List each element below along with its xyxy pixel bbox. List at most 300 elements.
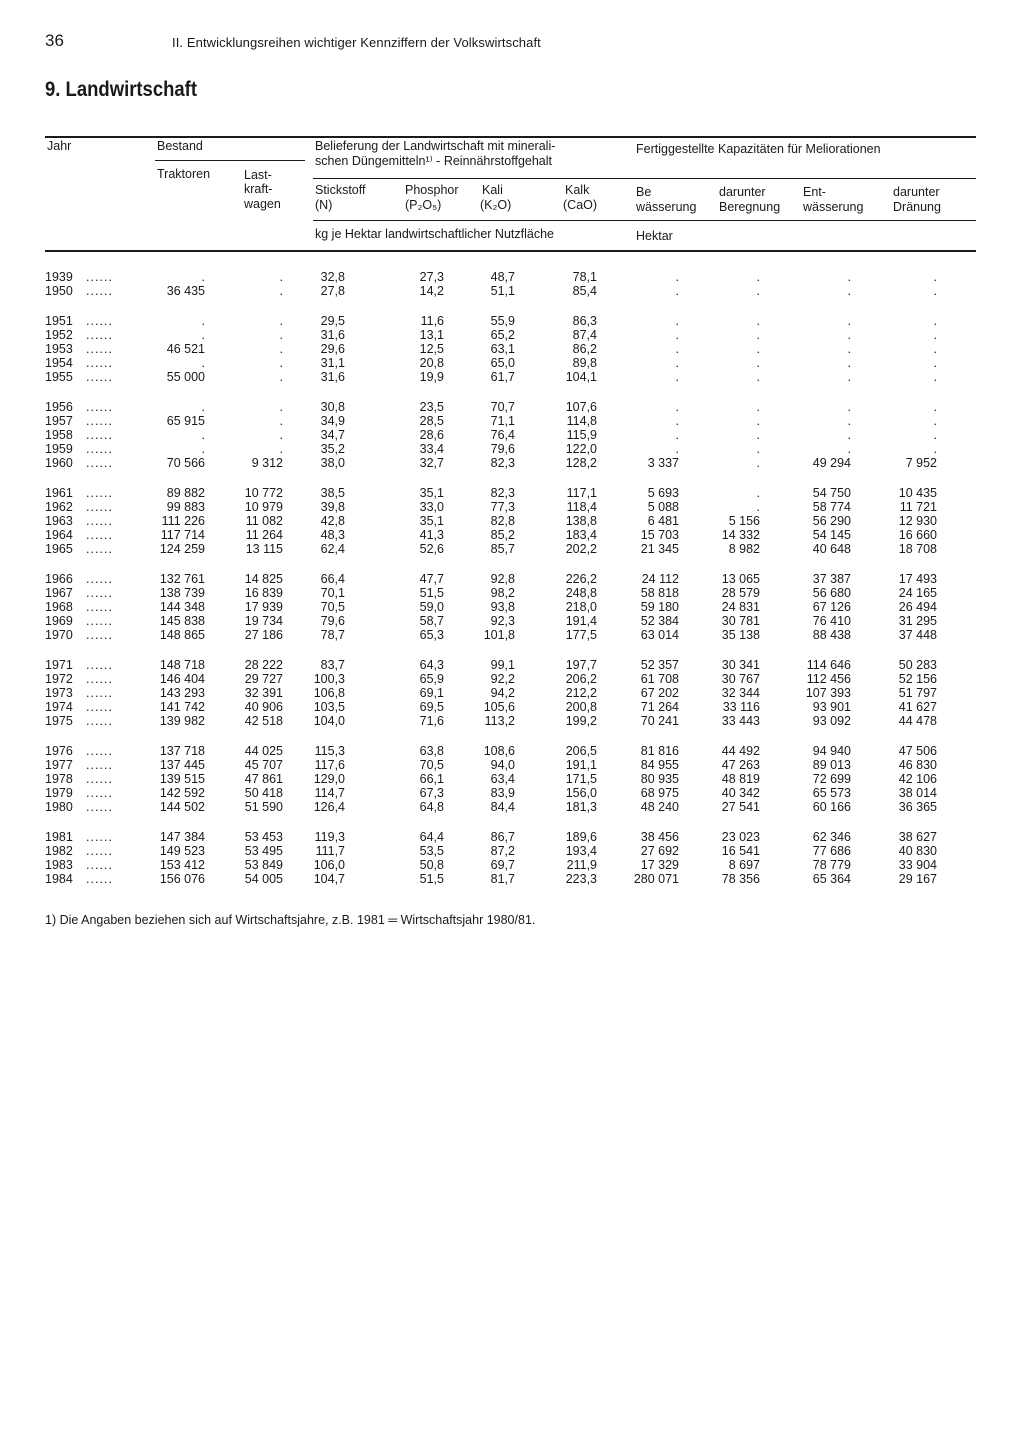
table-row <box>0 500 1024 515</box>
cell-stickstoff: 104,0 <box>313 714 345 728</box>
cell-year: 1955 <box>45 370 73 384</box>
cell-bewaesserung: 80 935 <box>640 772 679 786</box>
cell-traktoren: 142 592 <box>159 786 205 800</box>
header-unit-hektar: Hektar <box>636 229 673 243</box>
cell-draenung: . <box>933 370 937 384</box>
cell-year: 1951 <box>45 314 73 328</box>
cell-bewaesserung: 58 818 <box>640 586 679 600</box>
cell-kalk: 122,0 <box>565 442 597 456</box>
cell-draenung: 33 904 <box>898 858 937 872</box>
cell-kali: 51,1 <box>490 284 515 298</box>
cell-kali: 108,6 <box>483 744 515 758</box>
leader-dots: ...... <box>86 572 113 586</box>
leader-dots: ...... <box>86 542 113 556</box>
cell-phosphor: 41,3 <box>419 528 444 542</box>
cell-kali: 98,2 <box>490 586 515 600</box>
cell-entwaesserung: 56 290 <box>812 514 851 528</box>
cell-kalk: 200,8 <box>565 700 597 714</box>
cell-year: 1957 <box>45 414 73 428</box>
cell-phosphor: 64,4 <box>419 830 444 844</box>
cell-beregnung: . <box>756 500 760 514</box>
cell-phosphor: 27,3 <box>419 270 444 284</box>
cell-entwaesserung: 77 686 <box>812 844 851 858</box>
cell-entwaesserung: . <box>847 270 851 284</box>
cell-traktoren: 137 718 <box>159 744 205 758</box>
table-row <box>0 342 1024 357</box>
cell-phosphor: 51,5 <box>419 586 444 600</box>
cell-kalk: 191,4 <box>565 614 597 628</box>
table-row <box>0 758 1024 773</box>
cell-kalk: 197,7 <box>565 658 597 672</box>
cell-beregnung: 16 541 <box>721 844 760 858</box>
cell-kalk: 193,4 <box>565 844 597 858</box>
cell-traktoren: 141 742 <box>159 700 205 714</box>
cell-lastkraftwagen: 42 518 <box>244 714 283 728</box>
cell-traktoren: 149 523 <box>159 844 205 858</box>
cell-bewaesserung: 59 180 <box>640 600 679 614</box>
header-bestand: Bestand <box>157 139 203 153</box>
cell-kalk: 78,1 <box>572 270 597 284</box>
cell-traktoren: 65 915 <box>166 414 205 428</box>
cell-bewaesserung: . <box>675 314 679 328</box>
cell-traktoren: 148 718 <box>159 658 205 672</box>
leader-dots: ...... <box>86 658 113 672</box>
cell-phosphor: 71,6 <box>419 714 444 728</box>
cell-draenung: 41 627 <box>898 700 937 714</box>
cell-draenung: 17 493 <box>898 572 937 586</box>
cell-draenung: . <box>933 400 937 414</box>
cell-phosphor: 32,7 <box>419 456 444 470</box>
cell-draenung: 29 167 <box>898 872 937 886</box>
cell-beregnung: . <box>756 456 760 470</box>
cell-stickstoff: 111,7 <box>315 844 345 858</box>
cell-stickstoff: 103,5 <box>313 700 345 714</box>
cell-kali: 83,9 <box>490 786 515 800</box>
cell-kali: 79,6 <box>490 442 515 456</box>
cell-draenung: . <box>933 328 937 342</box>
cell-year: 1966 <box>45 572 73 586</box>
header-kali-unit: (K₂O) <box>480 198 512 212</box>
cell-entwaesserung: 114 646 <box>806 658 851 672</box>
cell-year: 1974 <box>45 700 73 714</box>
cell-draenung: 24 165 <box>898 586 937 600</box>
cell-lastkraftwagen: . <box>279 314 283 328</box>
cell-bewaesserung: 280 071 <box>633 872 679 886</box>
cell-kalk: 226,2 <box>565 572 597 586</box>
cell-kali: 92,8 <box>490 572 515 586</box>
cell-stickstoff: 27,8 <box>320 284 345 298</box>
cell-year: 1953 <box>45 342 73 356</box>
cell-lastkraftwagen: 27 186 <box>244 628 283 642</box>
cell-bewaesserung: 70 241 <box>640 714 679 728</box>
cell-draenung: 7 952 <box>905 456 937 470</box>
cell-kali: 92,3 <box>490 614 515 628</box>
header-stickstoff-unit: (N) <box>315 198 333 212</box>
cell-kali: 82,3 <box>490 486 515 500</box>
cell-kalk: 218,0 <box>565 600 597 614</box>
cell-bewaesserung: 5 088 <box>647 500 679 514</box>
cell-bewaesserung: . <box>675 356 679 370</box>
cell-bewaesserung: . <box>675 370 679 384</box>
cell-beregnung: 30 767 <box>721 672 760 686</box>
table-row <box>0 356 1024 371</box>
cell-entwaesserung: 89 013 <box>812 758 851 772</box>
cell-stickstoff: 117,6 <box>314 758 345 772</box>
cell-phosphor: 13,1 <box>419 328 444 342</box>
cell-draenung: . <box>933 284 937 298</box>
header-beregnung-2: Beregnung <box>719 200 781 214</box>
cell-lastkraftwagen: 11 082 <box>245 514 283 528</box>
cell-traktoren: 111 226 <box>161 514 205 528</box>
cell-beregnung: 30 341 <box>721 658 760 672</box>
cell-bewaesserung: 81 816 <box>640 744 679 758</box>
cell-draenung: . <box>933 342 937 356</box>
cell-phosphor: 12,5 <box>419 342 444 356</box>
table-row <box>0 786 1024 801</box>
cell-bewaesserung: . <box>675 442 679 456</box>
leader-dots: ...... <box>86 772 113 786</box>
page-number: 36 <box>45 31 64 50</box>
cell-stickstoff: 48,3 <box>320 528 345 542</box>
cell-kalk: 86,2 <box>572 342 597 356</box>
table-row <box>0 628 1024 643</box>
cell-entwaesserung: 58 774 <box>812 500 851 514</box>
cell-kali: 55,9 <box>490 314 515 328</box>
cell-phosphor: 50,8 <box>419 858 444 872</box>
cell-kali: 94,0 <box>490 758 515 772</box>
leader-dots: ...... <box>86 370 113 384</box>
cell-lastkraftwagen: 29 727 <box>244 672 283 686</box>
cell-lastkraftwagen: 19 734 <box>244 614 283 628</box>
table-row <box>0 514 1024 529</box>
header-lkw-line3: wagen <box>244 197 281 211</box>
cell-draenung: 11 721 <box>899 500 937 514</box>
table-row <box>0 486 1024 501</box>
cell-lastkraftwagen: 16 839 <box>244 586 283 600</box>
cell-traktoren: . <box>201 442 205 456</box>
cell-traktoren: 145 838 <box>159 614 205 628</box>
cell-bewaesserung: 63 014 <box>640 628 679 642</box>
cell-traktoren: . <box>201 356 205 370</box>
cell-year: 1962 <box>45 500 73 514</box>
header-traktoren: Traktoren <box>157 167 211 181</box>
header-phosphor-unit: (P₂O₅) <box>405 198 442 212</box>
cell-draenung: . <box>933 314 937 328</box>
bestand-rule <box>155 160 305 161</box>
cell-beregnung: . <box>756 370 760 384</box>
cell-kali: 101,8 <box>483 628 515 642</box>
cell-entwaesserung: 65 573 <box>812 786 851 800</box>
cell-lastkraftwagen: 44 025 <box>244 744 283 758</box>
cell-bewaesserung: . <box>675 428 679 442</box>
header-phosphor: Phosphor <box>405 183 459 197</box>
cell-kali: 92,2 <box>490 672 515 686</box>
cell-bewaesserung: 48 240 <box>640 800 679 814</box>
leader-dots: ...... <box>86 844 113 858</box>
leader-dots: ...... <box>86 428 113 442</box>
cell-bewaesserung: . <box>675 400 679 414</box>
cell-stickstoff: 62,4 <box>320 542 345 556</box>
cell-lastkraftwagen: 53 495 <box>244 844 283 858</box>
cell-bewaesserung: 6 481 <box>647 514 679 528</box>
cell-entwaesserung: 94 940 <box>812 744 851 758</box>
cell-lastkraftwagen: . <box>279 342 283 356</box>
cell-phosphor: 53,5 <box>419 844 444 858</box>
cell-stickstoff: 38,5 <box>320 486 345 500</box>
cell-traktoren: 144 348 <box>159 600 205 614</box>
cell-traktoren: 147 384 <box>159 830 205 844</box>
table-row <box>0 456 1024 471</box>
cell-beregnung: . <box>756 400 760 414</box>
cell-kalk: 206,2 <box>565 672 597 686</box>
leader-dots: ...... <box>86 830 113 844</box>
cell-bewaesserung: 52 384 <box>640 614 679 628</box>
cell-stickstoff: 42,8 <box>320 514 345 528</box>
cell-stickstoff: 126,4 <box>313 800 345 814</box>
cell-stickstoff: 34,7 <box>320 428 345 442</box>
cell-lastkraftwagen: 53 453 <box>244 830 283 844</box>
cell-year: 1952 <box>45 328 73 342</box>
cell-traktoren: 46 521 <box>166 342 205 356</box>
cell-year: 1967 <box>45 586 73 600</box>
cell-year: 1976 <box>45 744 73 758</box>
cell-phosphor: 35,1 <box>419 514 444 528</box>
cell-beregnung: . <box>756 442 760 456</box>
cell-phosphor: 59,0 <box>419 600 444 614</box>
footnote: 1) Die Angaben beziehen sich auf Wirtschaftsjahre, z.B. 1981 ═ Wirtschaftsjahr 1980/81. <box>45 913 536 927</box>
cell-traktoren: 89 882 <box>166 486 205 500</box>
cell-kalk: 138,8 <box>565 514 597 528</box>
cell-beregnung: 27 541 <box>721 800 760 814</box>
cell-entwaesserung: . <box>847 442 851 456</box>
cell-lastkraftwagen: 10 772 <box>244 486 283 500</box>
header-entwaesserung: Ent- <box>803 185 826 199</box>
leader-dots: ...... <box>86 686 113 700</box>
cell-traktoren: 144 502 <box>159 800 205 814</box>
cell-year: 1982 <box>45 844 73 858</box>
cell-kalk: 189,6 <box>565 830 597 844</box>
cell-beregnung: 30 781 <box>721 614 760 628</box>
leader-dots: ...... <box>86 528 113 542</box>
cell-bewaesserung: 5 693 <box>647 486 679 500</box>
cell-phosphor: 11,6 <box>420 314 444 328</box>
cell-phosphor: 28,6 <box>419 428 444 442</box>
table-row <box>0 700 1024 715</box>
cell-draenung: 51 797 <box>898 686 937 700</box>
cell-entwaesserung: 49 294 <box>812 456 851 470</box>
cell-stickstoff: 83,7 <box>320 658 345 672</box>
leader-dots: ...... <box>86 858 113 872</box>
cell-entwaesserung: 65 364 <box>812 872 851 886</box>
cell-year: 1968 <box>45 600 73 614</box>
cell-kalk: 177,5 <box>565 628 597 642</box>
cell-draenung: 44 478 <box>898 714 937 728</box>
header-entwaesserung-2: wässerung <box>803 200 864 214</box>
header-draenung-2: Dränung <box>893 200 941 214</box>
cell-beregnung: . <box>756 356 760 370</box>
leader-dots: ...... <box>86 400 113 414</box>
cell-kali: 76,4 <box>490 428 515 442</box>
cell-entwaesserung: 93 901 <box>812 700 851 714</box>
cell-stickstoff: 31,1 <box>320 356 345 370</box>
cell-stickstoff: 106,8 <box>313 686 345 700</box>
table-row <box>0 658 1024 673</box>
header-bottom-rule <box>45 250 976 252</box>
cell-phosphor: 52,6 <box>419 542 444 556</box>
cell-beregnung: 44 492 <box>721 744 760 758</box>
cell-traktoren: . <box>201 328 205 342</box>
cell-stickstoff: 38,0 <box>320 456 345 470</box>
cell-kalk: 191,1 <box>565 758 597 772</box>
cell-beregnung: 13 065 <box>721 572 760 586</box>
cell-lastkraftwagen: 32 391 <box>244 686 283 700</box>
cell-draenung: 42 106 <box>898 772 937 786</box>
table-row <box>0 686 1024 701</box>
header-bewaesserung: Be <box>636 185 652 199</box>
cell-stickstoff: 31,6 <box>320 370 345 384</box>
cell-entwaesserung: 62 346 <box>812 830 851 844</box>
cell-entwaesserung: 67 126 <box>812 600 851 614</box>
cell-beregnung: . <box>756 270 760 284</box>
cell-traktoren: . <box>201 400 205 414</box>
table-row <box>0 614 1024 629</box>
cell-kali: 71,1 <box>490 414 515 428</box>
cell-draenung: . <box>933 428 937 442</box>
cell-entwaesserung: . <box>847 370 851 384</box>
cell-beregnung: . <box>756 284 760 298</box>
cell-beregnung: 33 116 <box>722 700 760 714</box>
cell-bewaesserung: 52 357 <box>640 658 679 672</box>
cell-phosphor: 20,8 <box>419 356 444 370</box>
table-row <box>0 714 1024 729</box>
table-row <box>0 270 1024 285</box>
table-row <box>0 572 1024 587</box>
leader-dots: ...... <box>86 356 113 370</box>
cell-entwaesserung: . <box>847 314 851 328</box>
cell-stickstoff: 78,7 <box>320 628 345 642</box>
cell-kali: 65,2 <box>490 328 515 342</box>
cell-lastkraftwagen: . <box>279 328 283 342</box>
cell-kalk: 87,4 <box>572 328 597 342</box>
header-belieferung-line2: schen Düngemitteln¹⁾ - Reinnährstoffgehalt <box>315 154 552 168</box>
cell-kalk: 156,0 <box>565 786 597 800</box>
cell-draenung: 40 830 <box>898 844 937 858</box>
cell-traktoren: 55 000 <box>166 370 205 384</box>
cell-lastkraftwagen: 40 906 <box>244 700 283 714</box>
cell-entwaesserung: . <box>847 284 851 298</box>
running-header: II. Entwicklungsreihen wichtiger Kennziffern der Volkswirtschaft <box>172 35 541 50</box>
cell-draenung: 37 448 <box>898 628 937 642</box>
cell-kali: 94,2 <box>490 686 515 700</box>
cell-traktoren: 99 883 <box>166 500 205 514</box>
cell-kali: 63,1 <box>490 342 515 356</box>
cell-kali: 63,4 <box>490 772 515 786</box>
cell-beregnung: 5 156 <box>728 514 760 528</box>
cell-year: 1960 <box>45 456 73 470</box>
cell-lastkraftwagen: 54 005 <box>244 872 283 886</box>
cell-beregnung: . <box>756 314 760 328</box>
cell-kalk: 211,9 <box>566 858 597 872</box>
leader-dots: ...... <box>86 786 113 800</box>
cell-kalk: 171,5 <box>565 772 597 786</box>
cell-lastkraftwagen: . <box>279 370 283 384</box>
cell-lastkraftwagen: . <box>279 414 283 428</box>
cell-year: 1975 <box>45 714 73 728</box>
table-row <box>0 428 1024 443</box>
leader-dots: ...... <box>86 342 113 356</box>
cell-kalk: 104,1 <box>565 370 597 384</box>
cell-stickstoff: 106,0 <box>313 858 345 872</box>
cell-draenung: 46 830 <box>898 758 937 772</box>
table-row <box>0 800 1024 815</box>
cell-lastkraftwagen: 50 418 <box>244 786 283 800</box>
cell-kalk: 117,1 <box>566 486 597 500</box>
cell-stickstoff: 119,3 <box>314 830 345 844</box>
cell-bewaesserung: 38 456 <box>640 830 679 844</box>
cell-kalk: 86,3 <box>572 314 597 328</box>
cell-phosphor: 33,4 <box>419 442 444 456</box>
cell-entwaesserung: . <box>847 400 851 414</box>
cell-beregnung: 32 344 <box>721 686 760 700</box>
cell-kalk: 85,4 <box>572 284 597 298</box>
leader-dots: ...... <box>86 872 113 886</box>
cell-year: 1984 <box>45 872 73 886</box>
cell-year: 1958 <box>45 428 73 442</box>
cell-traktoren: 156 076 <box>159 872 205 886</box>
cell-traktoren: 132 761 <box>159 572 205 586</box>
leader-dots: ...... <box>86 600 113 614</box>
header-beregnung: darunter <box>719 185 766 199</box>
table-row <box>0 672 1024 687</box>
cell-kalk: 183,4 <box>565 528 597 542</box>
cell-stickstoff: 31,6 <box>320 328 345 342</box>
cell-traktoren: 139 982 <box>159 714 205 728</box>
cell-entwaesserung: 107 393 <box>805 686 851 700</box>
cell-kalk: 206,5 <box>565 744 597 758</box>
cell-kalk: 115,9 <box>566 428 597 442</box>
cell-bewaesserung: 84 955 <box>640 758 679 772</box>
cell-year: 1954 <box>45 356 73 370</box>
cell-beregnung: . <box>756 486 760 500</box>
header-jahr: Jahr <box>47 139 72 153</box>
cell-phosphor: 65,9 <box>419 672 444 686</box>
cell-lastkraftwagen: . <box>279 356 283 370</box>
cell-beregnung: 47 263 <box>721 758 760 772</box>
cell-traktoren: 117 714 <box>160 528 205 542</box>
header-stickstoff: Stickstoff <box>315 183 366 197</box>
leader-dots: ...... <box>86 328 113 342</box>
cell-beregnung: 40 342 <box>721 786 760 800</box>
cell-phosphor: 69,5 <box>419 700 444 714</box>
cell-bewaesserung: 17 329 <box>640 858 679 872</box>
cell-draenung: 10 435 <box>898 486 937 500</box>
cell-draenung: . <box>933 356 937 370</box>
cell-lastkraftwagen: 53 849 <box>244 858 283 872</box>
cell-beregnung: 28 579 <box>721 586 760 600</box>
cell-draenung: 18 708 <box>898 542 937 556</box>
leader-dots: ...... <box>86 314 113 328</box>
cell-lastkraftwagen: 45 707 <box>244 758 283 772</box>
cell-year: 1972 <box>45 672 73 686</box>
leader-dots: ...... <box>86 486 113 500</box>
cell-phosphor: 69,1 <box>419 686 444 700</box>
cell-beregnung: . <box>756 428 760 442</box>
cell-bewaesserung: 3 337 <box>647 456 679 470</box>
cell-beregnung: . <box>756 328 760 342</box>
cell-stickstoff: 70,1 <box>320 586 345 600</box>
cell-year: 1964 <box>45 528 73 542</box>
cell-traktoren: 143 293 <box>159 686 205 700</box>
